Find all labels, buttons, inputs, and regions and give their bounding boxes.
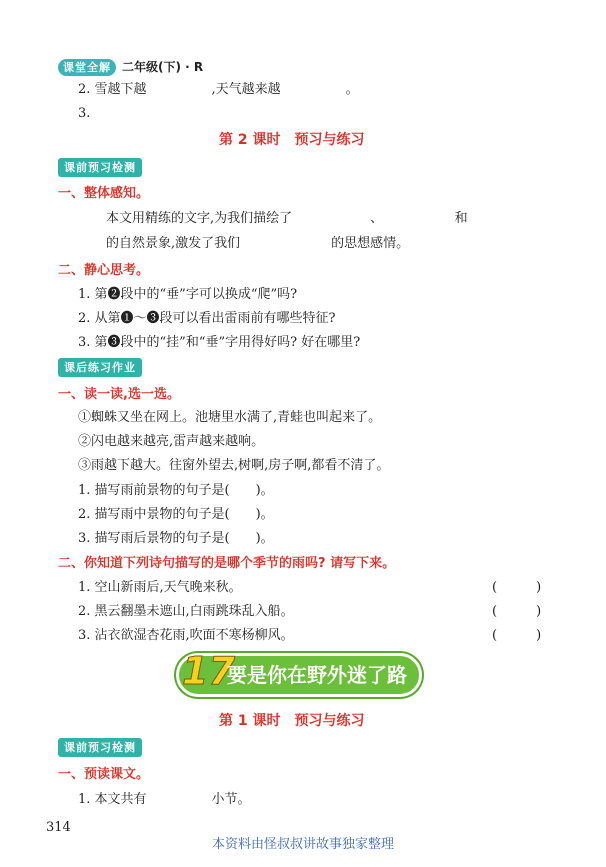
choice-question-3: 3. 描写雨后景物的句子是( )。: [78, 531, 274, 546]
answer-paren-3: ( ): [492, 628, 542, 643]
page-number: 314: [46, 820, 71, 835]
poem-line-2: 2. 黑云翻墨未遮山,白雨跳珠乱入船。: [78, 604, 294, 619]
section-heading-preread: 一、预读课文。: [58, 767, 150, 782]
option-sentence-2: ②闪电越来越亮,雷声越来越响。: [78, 434, 265, 449]
preread-item-1: 1. 本文共有 小节。: [78, 792, 251, 807]
overall-paragraph-line-2: 的自然景象,激发了我们 的思想感情。: [106, 236, 410, 251]
think-question-1: 1. 第❷段中的“垂”字可以换成“爬”吗?: [78, 287, 298, 302]
section-heading-overall: 一、整体感知。: [58, 186, 150, 201]
poem-line-3: 3. 沾衣欲湿杏花雨,吹面不寒杨柳风。: [78, 628, 294, 643]
think-question-2: 2. 从第❶～❸段可以看出雷雨前有哪些特征?: [78, 311, 336, 326]
answer-paren-2: ( ): [492, 604, 542, 619]
overall-paragraph-line-1: 本文用精练的文字,为我们描绘了 、 和: [106, 211, 468, 226]
fill-blank-item-3: 3.: [78, 106, 91, 121]
practice-tag: 课后练习作业: [58, 358, 142, 377]
choice-question-1: 1. 描写雨前景物的句子是( )。: [78, 483, 274, 498]
lesson-title: 第 2 课时 预习与练习: [219, 132, 365, 148]
grade-label: 二年级(下) · R: [122, 60, 204, 74]
option-sentence-3: ③雨越下越大。往窗外望去,树啊,房子啊,都看不清了。: [78, 458, 390, 473]
series-badge: 课堂全解: [58, 59, 116, 76]
lesson-banner-title: 要是你在野外迷了路: [227, 663, 407, 687]
option-sentence-1: ①蜘蛛又坐在网上。池塘里水满了,青蛙也叫起来了。: [78, 410, 382, 425]
footer-credit: 本资料由怪叔叔讲故事独家整理: [211, 837, 394, 852]
choice-question-2: 2. 描写雨中景物的句子是( )。: [78, 507, 274, 522]
section-heading-seasons: 二、你知道下列诗句描写的是哪个季节的雨吗? 请写下来。: [58, 556, 396, 571]
fill-blank-item-2: 2. 雪越下越 ,天气越来越 。: [78, 82, 359, 97]
section-heading-think: 二、静心思考。: [58, 263, 150, 278]
poem-line-1: 1. 空山新雨后,天气晚来秋。: [78, 580, 242, 595]
lesson-number: 17: [182, 649, 235, 693]
preview-tag-17: 课前预习检测: [58, 738, 142, 757]
lesson-17-subtitle: 第 1 课时 预习与练习: [219, 713, 365, 729]
answer-paren-1: ( ): [492, 580, 542, 595]
preview-tag: 课前预习检测: [58, 158, 142, 177]
think-question-3: 3. 第❸段中的“挂”和“垂”字用得好吗? 好在哪里?: [78, 335, 361, 350]
section-heading-read-choose: 一、读一读,选一选。: [58, 387, 180, 402]
